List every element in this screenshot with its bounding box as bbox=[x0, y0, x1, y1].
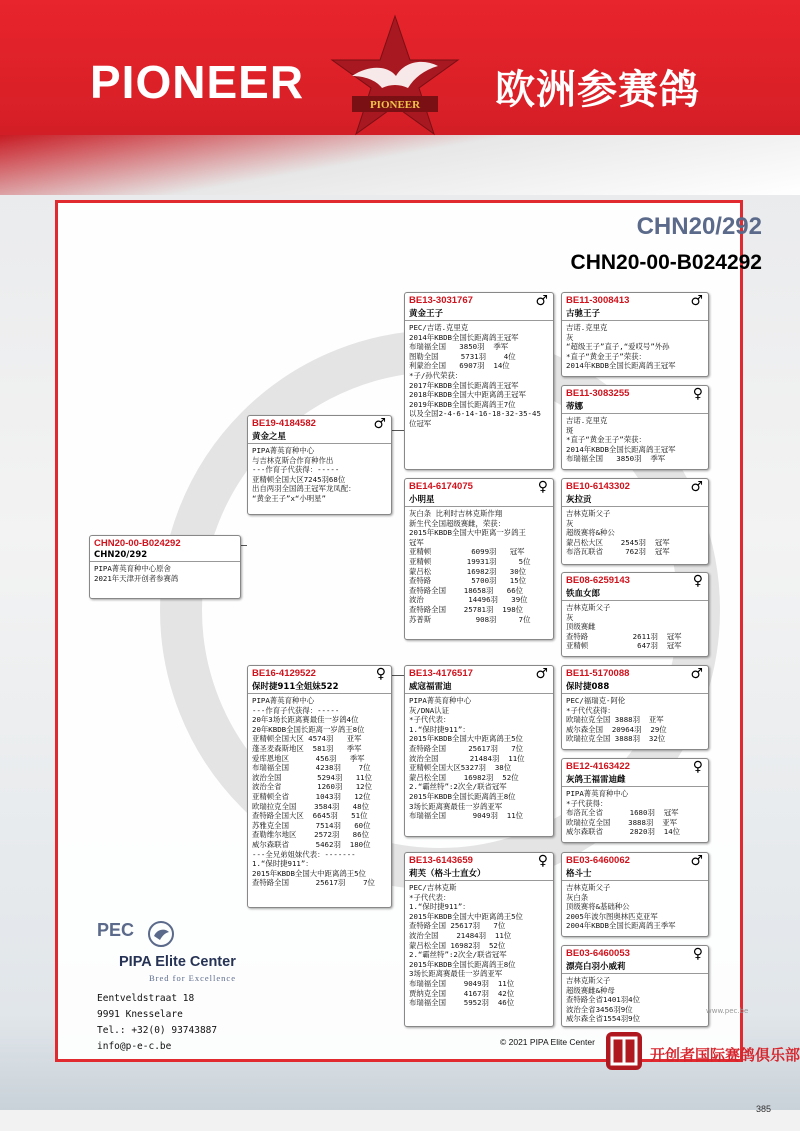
card-details bbox=[562, 787, 708, 837]
card-details bbox=[562, 694, 708, 744]
card-line: 查特路全国 18658羽 66位 bbox=[409, 585, 524, 595]
card-line: 2014年KBDB全国长距离鸽王冠军 bbox=[566, 444, 676, 454]
card-line: 1.“保时捷911”： bbox=[409, 724, 470, 734]
pigeon-name: 保时捷911全姐妹522 bbox=[248, 679, 391, 694]
card-line: 布洛瓦联省 762羽 冠军 bbox=[566, 547, 670, 557]
card-line: 布瑞福全国 5952羽 46位 bbox=[409, 998, 515, 1008]
card-details bbox=[90, 562, 240, 583]
card-line: 新生代全国超级赛雌，荣获： bbox=[409, 518, 506, 528]
ring-number: CHN20-00-B024292 bbox=[94, 538, 181, 549]
card-details bbox=[248, 694, 391, 888]
club-name: 开创者国际赛鸽俱乐部 bbox=[650, 1046, 800, 1064]
card-line: ---作育子代获得：----- bbox=[252, 465, 340, 475]
card-line: 吉林克斯父子 bbox=[566, 509, 611, 518]
card-line: 2014年KBDB全国长距离鸽王冠军 bbox=[409, 332, 519, 342]
card-line: 吉林克斯父子 bbox=[566, 976, 611, 985]
card-line: 蒙吕松全国 16982羽 52位 bbox=[409, 772, 519, 782]
brand-title: PIONEER bbox=[90, 56, 305, 108]
pedigree-card-dam-dam bbox=[404, 852, 554, 1027]
card-line: 2015年KBDB全国大中距离鸽王5位 bbox=[409, 734, 523, 744]
card-line: 查特路全国大区 6645羽 51位 bbox=[252, 811, 368, 821]
card-line: 波治全国 21484羽 11位 bbox=[409, 753, 525, 763]
club-seal-icon bbox=[602, 1030, 646, 1072]
card-line: 亚精顿全省 1043羽 12位 bbox=[252, 791, 371, 801]
card-line: 威尔森联省 2820羽 14位 bbox=[566, 827, 681, 837]
card-line: 位冠军 bbox=[409, 418, 432, 428]
card-line: 2015年KBDB全国长距离鸽王8位 bbox=[409, 959, 516, 969]
card-line: 爱库恩地区 456羽 季军 bbox=[252, 753, 365, 763]
pedigree-card-ddd bbox=[561, 945, 709, 1027]
card-line: 波治全国 5294羽 11位 bbox=[252, 772, 372, 782]
card-line: 布瑞福全国 9049羽 11位 bbox=[409, 978, 515, 988]
card-line: 超级赛雌&种母 bbox=[566, 985, 615, 995]
pigeon-name: 漂亮白羽小威莉 bbox=[562, 959, 708, 974]
card-line: 吉林克斯父子 bbox=[566, 883, 611, 892]
brand-subtitle: 欧洲参赛鸽 bbox=[495, 68, 700, 112]
card-line: 2015年KBDB全国大中距离一岁鸽王 bbox=[409, 528, 526, 538]
card-details bbox=[405, 881, 553, 1008]
ring-number: BE11-5170088 bbox=[566, 668, 630, 679]
pedigree-card-dsd bbox=[561, 758, 709, 843]
card-line: PIPA菁英育种中心 bbox=[252, 446, 315, 455]
pec-name: PIPA Elite Center bbox=[119, 954, 236, 970]
page-number: 385 bbox=[756, 1104, 772, 1114]
ring-number: BE13-6143659 bbox=[409, 855, 473, 866]
card-line: “黄金王子”x“小明星” bbox=[252, 493, 326, 503]
pedigree-card-dss bbox=[561, 665, 709, 750]
pedigree-card-sds bbox=[561, 478, 709, 565]
pec-logo: PEC bbox=[97, 920, 135, 940]
card-details bbox=[405, 321, 553, 429]
card-line: 20年3场长距离赛最佳一岁鸽4位 bbox=[252, 715, 359, 725]
card-line: 查特路全国 25617羽 7位 bbox=[252, 878, 375, 888]
card-line: 2018年KBDB全国大中距离鸽王冠军 bbox=[409, 390, 526, 400]
card-details bbox=[562, 414, 708, 464]
card-line: 波治 14496羽 39位 bbox=[409, 595, 528, 605]
pigeon-name: 灰鸽王福雷迪雌 bbox=[562, 772, 708, 787]
card-line: 查特路 2611羽 冠军 bbox=[566, 631, 682, 641]
pec-logo-block bbox=[97, 920, 267, 990]
pigeon-name: 黄金王子 bbox=[405, 306, 553, 321]
copyright: © 2021 PIPA Elite Center bbox=[500, 1037, 595, 1047]
card-line: 蒙吕松 16982羽 30位 bbox=[409, 566, 527, 576]
card-line: 灰/DNA认证 bbox=[409, 705, 449, 715]
pedigree-card-dam bbox=[247, 665, 392, 908]
pigeon-name: 保时捷088 bbox=[562, 679, 708, 694]
logo-wordmark: PIONEER bbox=[369, 99, 421, 111]
card-line: 布瑞福全国 4238羽 7位 bbox=[252, 763, 371, 773]
card-line: PEC/吉诺.克里克 bbox=[409, 323, 469, 332]
card-details bbox=[405, 507, 553, 624]
card-line: 布洛瓦全省 1680羽 冠军 bbox=[566, 808, 679, 818]
ring-number: BE10-6143302 bbox=[566, 481, 630, 492]
pigeon-name: 黄金之星 bbox=[248, 429, 391, 444]
card-line: 冠军 bbox=[409, 537, 424, 547]
card-line: 波治全省 1260羽 12位 bbox=[252, 782, 372, 792]
ring-number: BE11-3083255 bbox=[566, 388, 630, 399]
pedigree-ring-number: CHN20-00-B024292 bbox=[570, 251, 762, 274]
card-line: 灰 bbox=[566, 612, 574, 622]
card-line: PIPA菁英育种中心 bbox=[252, 696, 315, 705]
card-line: ---作育子代获得：----- bbox=[252, 705, 340, 715]
card-line: 2.“霸丝特”:2次全/联省冠军 bbox=[409, 782, 507, 792]
male-icon: ♂ bbox=[373, 416, 386, 432]
ring-number: BE12-4163422 bbox=[566, 761, 630, 772]
address-street: Eentveldstraat 18 bbox=[97, 993, 195, 1004]
female-icon: ♀ bbox=[537, 853, 548, 869]
card-line: 顶级赛将&基础种公 bbox=[566, 902, 630, 912]
ring-number: BE16-4129522 bbox=[252, 668, 316, 679]
card-line: 20年KBDB全国长距离一岁鸽王8位 bbox=[252, 724, 365, 734]
card-line: 亚精顿 647羽 冠军 bbox=[566, 641, 682, 651]
card-line: 2015年KBDB全国大中距离鸽王5位 bbox=[409, 911, 523, 921]
ring-number: BE11-3008413 bbox=[566, 295, 630, 306]
card-line: 3场长距离赛最佳一岁鸽亚军 bbox=[409, 801, 503, 811]
card-details bbox=[562, 974, 708, 1024]
card-line: PIPA菁英育种中心原舍 bbox=[94, 564, 171, 573]
card-line: 查特路全国 25617羽 7位 bbox=[409, 743, 524, 753]
card-line: 查特路全国 25781羽 198位 bbox=[409, 604, 524, 614]
card-line: 吉林克斯父子 bbox=[566, 603, 611, 612]
ring-number: BE08-6259143 bbox=[566, 575, 630, 586]
card-line: 威尔森全省1554羽9位 bbox=[566, 1014, 640, 1024]
connector bbox=[391, 430, 404, 431]
pioneer-star-logo bbox=[330, 14, 460, 142]
card-line: PIPA菁英育种中心 bbox=[566, 789, 629, 798]
card-line: 吉诺.克里克 bbox=[566, 416, 608, 425]
address-phone: Tel.: +32(0) 93743887 bbox=[97, 1025, 218, 1036]
card-line: 布瑞福全国 3850羽 季军 bbox=[566, 454, 666, 464]
card-line: 利蒙治全国 6907羽 14位 bbox=[409, 361, 510, 371]
address-city: 9991 Knesselare bbox=[97, 1009, 183, 1020]
pec-tagline: Bred for Excellence bbox=[149, 973, 236, 983]
card-line: 灰白条 比利时吉林克斯作翔 bbox=[409, 509, 503, 518]
female-icon: ♀ bbox=[537, 479, 548, 495]
ring-number: BE03-6460053 bbox=[566, 948, 630, 959]
card-line: ---全兄弟姐妹代表：------- bbox=[252, 849, 356, 859]
pedigree-card-sire bbox=[247, 415, 392, 515]
card-line: 灰 bbox=[566, 332, 574, 342]
card-line: 2014年KBDB全国长距离鸽王冠军 bbox=[566, 361, 676, 371]
card-line: 欧瑞拉克全国 3888羽 亚军 bbox=[566, 715, 664, 725]
card-line: 布瑞福全国 3850羽 季军 bbox=[409, 342, 509, 352]
connector bbox=[241, 545, 247, 546]
card-details bbox=[405, 694, 553, 821]
card-line: 苏雅克全国 7514羽 60位 bbox=[252, 820, 371, 830]
female-icon: ♀ bbox=[692, 759, 703, 775]
pigeon-name: CHN20/292 bbox=[90, 549, 240, 562]
male-icon: ♂ bbox=[690, 666, 703, 682]
card-line: 威尔森联省 5462羽 180位 bbox=[252, 839, 371, 849]
ring-number: BE19-4184582 bbox=[252, 418, 316, 429]
pedigree-card-sire-sire bbox=[404, 292, 554, 470]
card-line: *子代获得： bbox=[566, 798, 608, 808]
pigeon-name: 格斗士 bbox=[562, 866, 708, 881]
ring-number: BE14-6174075 bbox=[409, 481, 473, 492]
card-line: 1.“保时捷911”： bbox=[409, 902, 470, 912]
card-line: 2021年天津开创者参赛鸽 bbox=[94, 573, 179, 583]
card-line: 2015年KBDB全国长距离鸽王8位 bbox=[409, 791, 516, 801]
card-line: *子代代表： bbox=[409, 715, 451, 725]
card-line: 蒙吕松全国 16982羽 52位 bbox=[409, 940, 506, 950]
male-icon: ♂ bbox=[535, 293, 548, 309]
pedigree-card-dds bbox=[561, 852, 709, 937]
website-watermark: www.pec.be bbox=[706, 1007, 749, 1015]
pedigree-card-subject bbox=[89, 535, 241, 599]
card-line: 蒙吕松大区 2545羽 冠军 bbox=[566, 537, 670, 547]
card-line: PEC/福瑞克-阿伦 bbox=[566, 696, 626, 705]
pedigree-title: CHN20/292 bbox=[636, 213, 762, 240]
card-line: *子代代获得： bbox=[566, 705, 615, 715]
card-line: 2017年KBDB全国长距离鸽王冠军 bbox=[409, 380, 519, 390]
card-line: 2004年KBDB全国长距离鸽王季军 bbox=[566, 921, 676, 931]
card-line: 亚精顿 19931羽 5位 bbox=[409, 556, 531, 566]
card-details bbox=[562, 507, 708, 557]
card-line: 亚精顿全国大区7245羽68位 bbox=[252, 474, 346, 484]
card-line: 2005年波尔图奥林匹克亚军 bbox=[566, 911, 658, 921]
card-line: 亚精顿全国大区5327羽 38位 bbox=[409, 763, 512, 773]
pedigree-card-sdd bbox=[561, 572, 709, 657]
pigeon-icon bbox=[147, 920, 175, 948]
card-line: 图勒全国 5731羽 4位 bbox=[409, 351, 516, 361]
card-line: 斑 bbox=[566, 425, 574, 435]
card-line: 波治全省3456羽9位 bbox=[566, 1004, 633, 1014]
card-line: 苏普斯 908羽 7位 bbox=[409, 614, 531, 624]
card-line: 3场长距离赛最佳一岁鸽亚军 bbox=[409, 969, 503, 979]
header-swoosh bbox=[0, 135, 800, 195]
card-line: 灰 bbox=[566, 518, 574, 528]
card-line: 灰白条 bbox=[566, 892, 589, 902]
card-line: 亚精顿 6099羽 冠军 bbox=[409, 547, 525, 557]
card-details bbox=[248, 444, 391, 504]
card-line: 2019年KBDB全国长距离鸽王7位 bbox=[409, 399, 516, 409]
pigeon-name: 铁血女郎 bbox=[562, 586, 708, 601]
card-line: 欧瑞拉克全国 3888羽 32位 bbox=[566, 734, 666, 744]
card-line: 威尔森全国 20964羽 29位 bbox=[566, 724, 667, 734]
card-line: 顶级赛雌 bbox=[566, 622, 596, 632]
card-line: “超级王子”直子,“爱哎号”外孙 bbox=[566, 342, 670, 352]
female-icon: ♀ bbox=[375, 666, 386, 682]
address-email[interactable]: info@p-e-c.be bbox=[97, 1041, 172, 1052]
card-line: 查特路 5700羽 15位 bbox=[409, 576, 527, 586]
card-line: 2015年KBDB全国大中距离鸽王5位 bbox=[252, 868, 366, 878]
card-line: 出自两羽全国鸽王冠军龙凤配： bbox=[252, 484, 356, 494]
pigeon-name: 威寇福雷迪 bbox=[405, 679, 553, 694]
card-line: 查勒维尔地区 2572羽 86位 bbox=[252, 830, 369, 840]
card-line: PEC/吉林克斯 bbox=[409, 883, 457, 892]
card-line: 2.“霸丝特”:2次全/联省冠军 bbox=[409, 950, 507, 960]
card-line: *子代代表： bbox=[409, 892, 451, 902]
card-line: PIPA菁英育种中心 bbox=[409, 696, 472, 705]
pedigree-card-sire-dam bbox=[404, 478, 554, 640]
card-line: 1.“保时捷911”： bbox=[252, 859, 313, 869]
card-line: 布瑞福全国 9049羽 11位 bbox=[409, 811, 524, 821]
connector bbox=[391, 675, 404, 676]
club-badge bbox=[602, 1030, 800, 1072]
card-line: 查特路全省1401羽4位 bbox=[566, 995, 640, 1005]
card-line: *子/孙代荣获： bbox=[409, 370, 463, 380]
male-icon: ♂ bbox=[690, 479, 703, 495]
card-details bbox=[562, 881, 708, 931]
card-line: *直子“黄金王子”荣获： bbox=[566, 351, 646, 361]
card-line: 蓬圣麦森斯地区 581羽 季军 bbox=[252, 743, 362, 753]
male-icon: ♂ bbox=[690, 293, 703, 309]
pedigree-card-dam-sire bbox=[404, 665, 554, 837]
card-line: 欧瑞拉克全国 3584羽 48位 bbox=[252, 801, 369, 811]
card-line: 吉诺.克里克 bbox=[566, 323, 608, 332]
card-line: 波治全国 21484羽 11位 bbox=[409, 930, 512, 940]
ring-number: BE13-3031767 bbox=[409, 295, 473, 306]
pedigree-card-ssd bbox=[561, 385, 709, 470]
pigeon-name: 灰拉贡 bbox=[562, 492, 708, 507]
card-details bbox=[562, 321, 708, 371]
female-icon: ♀ bbox=[692, 946, 703, 962]
female-icon: ♀ bbox=[692, 386, 703, 402]
male-icon: ♂ bbox=[535, 666, 548, 682]
ring-number: BE13-4176517 bbox=[409, 668, 473, 679]
pigeon-name: 莉芙（格斗士直女） bbox=[405, 866, 553, 881]
card-line: 查特路全国 25617羽 7位 bbox=[409, 921, 506, 931]
pigeon-name: 古驰王子 bbox=[562, 306, 708, 321]
card-line: 贾纳克全国 4167羽 42位 bbox=[409, 988, 515, 998]
card-line: 以及全国2-4-6-14-16-18-32-35-45 bbox=[409, 409, 541, 419]
card-line: *直子“黄金王子”荣获： bbox=[566, 435, 646, 445]
ring-number: BE03-6460062 bbox=[566, 855, 630, 866]
pigeon-name: 小明星 bbox=[405, 492, 553, 507]
card-line: 超级赛将&种公 bbox=[566, 528, 615, 538]
card-line: 与吉林克斯合作育种作出 bbox=[252, 455, 334, 465]
card-line: 欧瑞拉克全国 3888羽 亚军 bbox=[566, 817, 678, 827]
pedigree-card-sss bbox=[561, 292, 709, 377]
card-details bbox=[562, 601, 708, 651]
female-icon: ♀ bbox=[692, 573, 703, 589]
male-icon: ♂ bbox=[690, 853, 703, 869]
pigeon-name: 蒂娜 bbox=[562, 399, 708, 414]
card-line: 亚精顿全国大区 4574羽 亚军 bbox=[252, 734, 362, 744]
